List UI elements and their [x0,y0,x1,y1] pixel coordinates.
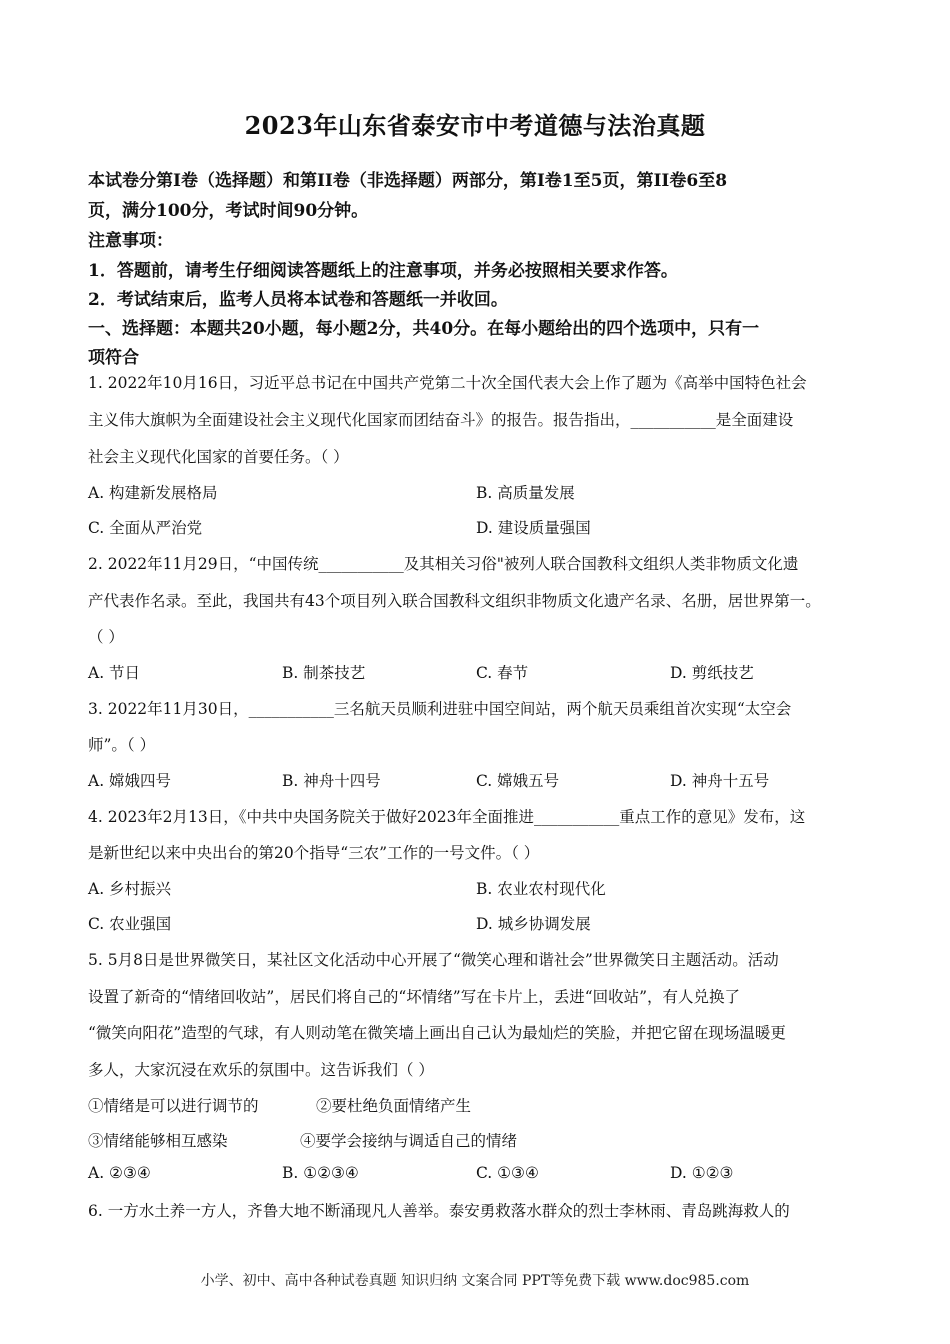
option-a: A. ②③④ [88,1164,151,1182]
option-b: B. 神舟十四号 [282,772,381,790]
option-c: C. 嫦娥五号 [476,772,560,790]
option-a: A. 嫦娥四号 [88,772,172,790]
option-b: B. ①②③④ [282,1164,359,1182]
question-text: 师”。（ ） [88,736,156,754]
intro-line: 页，满分100分，考试时间90分钟。 [88,201,369,221]
intro-line: 本试卷分第Ⅰ卷（选择题）和第II卷（非选择题）两部分，第Ⅰ卷1至5页，第II卷6至8 [88,171,728,191]
question-text: 6. 一方水土养一方人，齐鲁大地不断涌现凡人善举。泰安勇救落水群众的烈士李林雨、青岛跳海救人的 [88,1202,790,1220]
option-d: D. 城乡协调发展 [476,915,591,933]
statement-1: ①情绪是可以进行调节的 [88,1097,259,1115]
statement-2: ②要杜绝负面情绪产生 [316,1097,472,1115]
section-heading: 项符合 [88,348,139,368]
statement-3: ③情绪能够相互感染 [88,1132,228,1150]
option-a: A. 构建新发展格局 [88,484,218,502]
option-c: C. 农业强国 [88,915,172,933]
option-b: B. 高质量发展 [476,484,575,502]
notice-item: 2．考试结束后，监考人员将本试卷和答题纸一并收回。 [88,290,508,310]
question-text: 4. 2023年2月13日，《中共中央国务院关于做好2023年全面推进___________重点工作的意见》发布，这 [88,808,806,826]
section-heading: 一、选择题：本题共20小题，每小题2分，共40分。在每小题给出的四个选项中，只有一 [88,319,760,339]
option-a: A. 乡村振兴 [88,880,172,898]
question-text: 设置了新奇的“情绪回收站”，居民们将自己的“坏情绪”写在卡片上，丢进“回收站”，有人兑换了 [88,988,741,1006]
question-text: 1. 2022年10月16日，习近平总书记在中国共产党第二十次全国代表大会上作了题为《高举中国特色社会 [88,374,807,392]
option-d: D. 建设质量强国 [476,519,591,537]
page-title: 2023年山东省泰安市中考道德与法治真题 [244,111,706,140]
option-c: C. 春节 [476,664,529,682]
question-text: 2. 2022年11月29日，“中国传统___________及其相关习俗"被列人联合国教科文组织人类非物质文化遗 [88,555,799,573]
option-b: B. 农业农村现代化 [476,880,606,898]
option-d: D. ①②③ [670,1164,734,1182]
option-a: A. 节日 [88,664,141,682]
question-text: 3. 2022年11月30日，___________三名航天员顺利进驻中国空间站，两个航天员乘组首次实现“太空会 [88,700,792,718]
question-text: 5. 5月8日是世界微笑日，某社区文化活动中心开展了“微笑心理和谐社会”世界微笑日主题活动。活动 [88,951,779,969]
question-text: 多人，大家沉浸在欢乐的氛围中。这告诉我们（ ） [88,1061,434,1079]
notice-heading: 注意事项： [88,231,173,251]
question-text: （ ） [88,628,124,646]
notice-item: 1．答题前，请考生仔细阅读答题纸上的注意事项，并务必按照相关要求作答。 [88,261,678,281]
option-b: B. 制茶技艺 [282,664,366,682]
statement-4: ④要学会接纳与调适自己的情绪 [300,1132,518,1150]
question-text: 主义伟大旗帜为全面建设社会主义现代化国家而团结奋斗》的报告。报告指出，___________是全面建设 [88,411,794,429]
option-d: D. 剪纸技艺 [670,664,754,682]
question-text: “微笑向阳花”造型的气球，有人则动笔在微笑墙上画出自己认为最灿烂的笑脸，并把它留在现场温暖更 [88,1024,786,1042]
option-c: C. ①③④ [476,1164,539,1182]
page-footer: 小学、初中、高中各种试卷真题 知识归纳 文案合同 PPT等免费下载 www.doc985.com [200,1273,750,1289]
question-text: 产代表作名录。至此，我国共有43个项目列入联合国教科文组织非物质文化遗产名录、名册，居世界第一。 [88,592,821,610]
question-text: 社会主义现代化国家的首要任务。（ ） [88,448,349,466]
question-text: 是新世纪以来中央出台的第20个指导“三农”工作的一号文件。（ ） [88,844,540,862]
option-d: D. 神舟十五号 [670,772,770,790]
option-c: C. 全面从严治党 [88,519,203,537]
